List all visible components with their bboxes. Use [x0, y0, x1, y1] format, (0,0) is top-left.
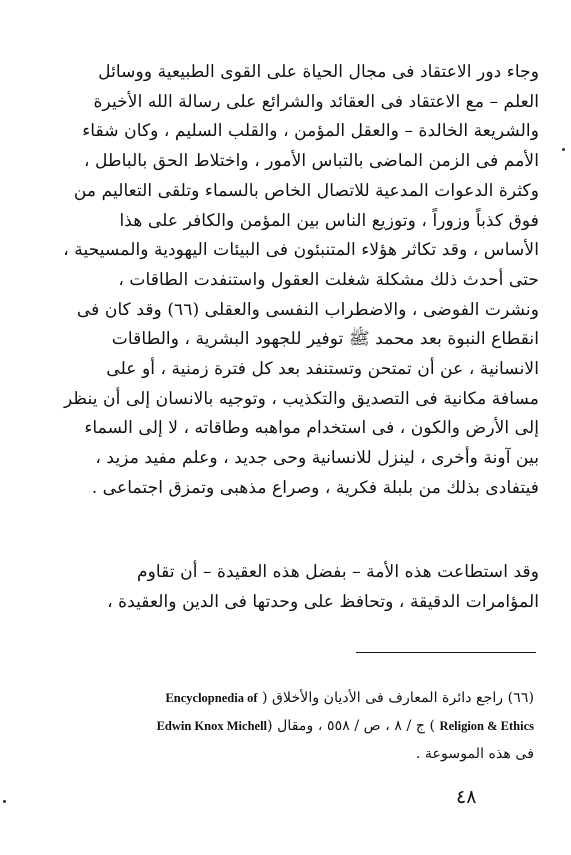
text-line: حتى أحدث ذلك مشكلة شغلت العقول واستنفدت الطاقات ، — [118, 269, 539, 290]
text-line: انقطاع النبوة بعد محمد ﷺ توفير للجهود البشرية ، والطاقات — [111, 329, 539, 350]
footnote-line-1 — [44, 684, 534, 712]
text-line: مسافة مكانية فى التصديق والتكذيب ، وتوجيه بالانسان إلى أن ينظر — [63, 388, 539, 409]
text-line: ونشرت الفوضى ، والاضطراب النفسى والعقلى (٦٦) وقد كان فى — [76, 299, 539, 320]
text-line: إلى الأرض والكون ، فى استخدام مواهبه وطاقاته ، لا إلى السماء — [84, 418, 539, 439]
text-line: بين آونة وأخرى ، لينزل للانسانية وحى جديد ، وعلم مفيد مزيد ، — [95, 448, 539, 469]
footnote-text: (٦٦) راجع دائرة المعارف فى الأديان والأخلاق ( — [262, 690, 534, 706]
text-line: المؤامرات الدقيقة ، وتحافظ على وحدتها فى الدين والعقيدة ، — [107, 591, 539, 612]
footnote-separator — [356, 652, 536, 653]
footnote-line-3: فى هذه الموسوعة . — [415, 746, 534, 762]
text-line: الانسانية ، عن أن تمتحن وتستنفد بعد كل فترة زمنية ، أو على — [106, 359, 539, 380]
page-number: ٤٨ — [456, 786, 477, 808]
scan-speck — [562, 148, 565, 151]
paragraph-2 — [34, 558, 539, 617]
footnote-line-2 — [44, 712, 534, 740]
footnote-text: ) ج / ٨ ، ص / ٥٥٨ ، ومقال — [277, 718, 436, 734]
text-line: الأساس ، وقد تكاثر هؤلاء المتنبئون فى البيئات اليهودية والمسيحية ، — [63, 240, 539, 261]
text-line: العلم – مع الاعتقاد فى العقائد والشرائع على رسالة الله الأخيرة — [93, 91, 539, 112]
text-line: وقد استطاعت هذه الأمة – بفضل هذه العقيدة – أن تقاوم — [136, 562, 539, 582]
text-line: الأمم فى الزمن الماضى بالتباس الأمور ، واختلاط الحق بالباطل ، — [83, 151, 539, 172]
scan-speck — [3, 800, 6, 803]
text-line: فيتفادى بذلك من بلبلة فكرية ، وصراع مذهبى وتمزق اجتماعى . — [91, 477, 539, 498]
footnote-latin-title: Encyclopnedia of — [165, 691, 258, 705]
footnote-paren: ( — [267, 718, 273, 734]
paragraph-1 — [34, 58, 539, 504]
text-line: فوق كذباً وزوراً ، وتوزيع الناس بين المؤمن والكافر على هذا — [119, 210, 539, 231]
footnote-latin-author: Edwin Knox Michell — [156, 719, 268, 733]
text-line: وجاء دور الاعتقاد فى مجال الحياة على القوى الطبيعية ووسائل — [98, 62, 539, 82]
text-line: وكثرة الدعوات المدعية للاتصال الخاص بالسماء وتلقى التعاليم من — [73, 180, 539, 201]
text-line: والشريعة الخالدة – والعقل المؤمن ، والقلب السليم ، وكان شقاء — [82, 121, 539, 142]
footnote — [44, 684, 534, 768]
footnote-latin-subtitle: Religion & Ethics — [439, 719, 534, 733]
